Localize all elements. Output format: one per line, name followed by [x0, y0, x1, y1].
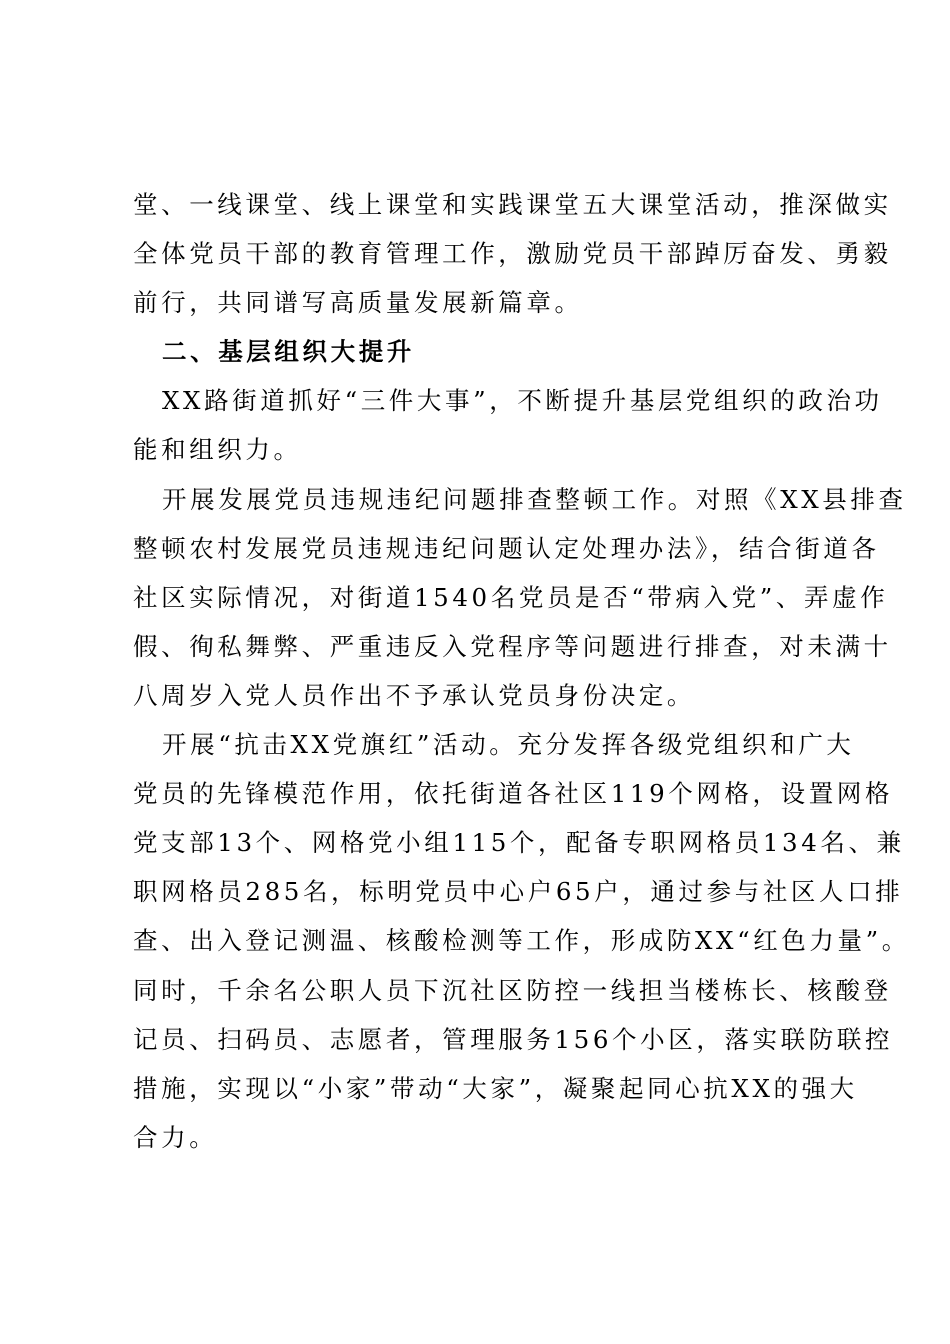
text-line: 党员的先锋模范作用，依托街道各社区119个网格，设置网格: [133, 779, 894, 809]
text-line: 整顿农村发展党员违规违纪问题认定处理办法》，结合街道各: [133, 533, 880, 563]
text-line: 能和组织力。: [133, 435, 302, 465]
text-line: 同时，千余名公职人员下沉社区防控一线担当楼栋长、核酸登: [133, 975, 892, 1005]
text-line: 全体党员干部的教育管理工作，激励党员干部踔厉奋发、勇毅: [133, 239, 892, 269]
text-line: 合力。: [133, 1122, 218, 1152]
paragraph-party-flag-campaign: [133, 720, 910, 1162]
text-line: 社区实际情况，对街道1540名党员是否“带病入党”、弄虚作: [133, 582, 889, 612]
intro-paragraph: [133, 180, 892, 327]
document-body: [133, 180, 910, 1162]
text-line: 查、出入登记测温、核酸检测等工作，形成防XX“红色力量”。: [133, 926, 910, 956]
text-line: 开展发展党员违规违纪问题排查整顿工作。对照《XX县排查: [162, 484, 907, 514]
paragraph-rectification: [133, 475, 907, 720]
text-line: 措施，实现以“小家”带动“大家”，凝聚起同心抗XX的强大: [133, 1073, 858, 1103]
text-line: 记员、扫码员、志愿者，管理服务156个小区，落实联防联控: [133, 1024, 894, 1054]
paragraph-basic-organization: [133, 376, 883, 474]
text-line: 党支部13个、网格党小组115个，配备专职网格员134名、兼: [133, 828, 905, 858]
text-line: 八周岁入党人员作出不予承认党员身份决定。: [133, 680, 695, 710]
text-line: 前行，共同谱写高质量发展新篇章。: [133, 288, 583, 318]
text-line: 开展“抗击XX党旗红”活动。充分发挥各级党组织和广大: [162, 730, 855, 760]
section-heading: 二、基层组织大提升: [162, 337, 415, 367]
text-line: 堂、一线课堂、线上课堂和实践课堂五大课堂活动，推深做实: [133, 190, 892, 219]
text-line: 职网格员285名，标明党员中心户65户，通过参与社区人口排: [133, 877, 904, 907]
text-line: XX路街道抓好“三件大事”，不断提升基层党组织的政治功: [162, 386, 883, 416]
text-line: 假、徇私舞弊、严重违反入党程序等问题进行排查，对未满十: [133, 631, 892, 661]
